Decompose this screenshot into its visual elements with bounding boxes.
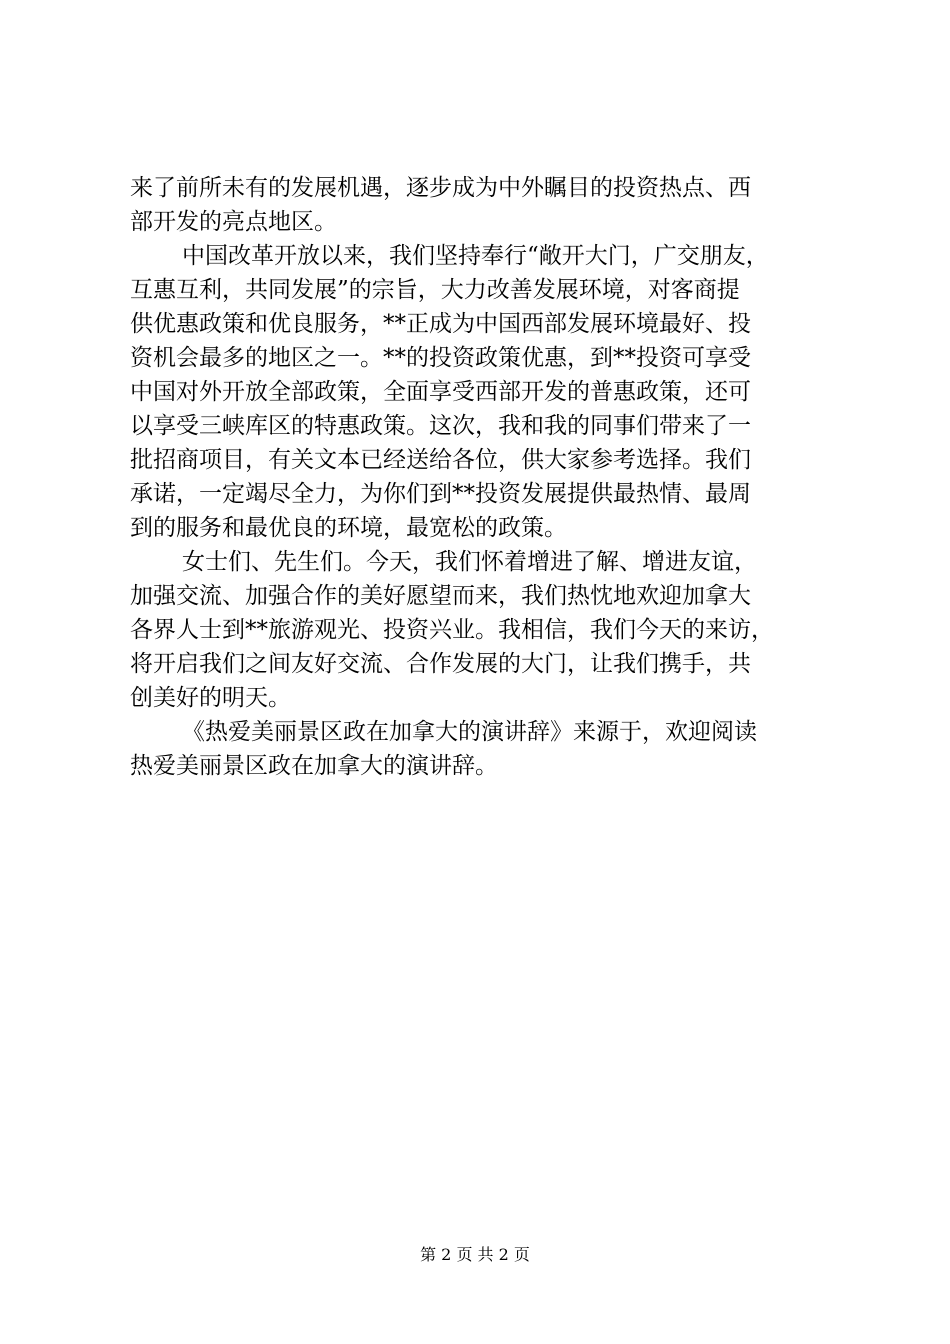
paragraph-start-line: 中国改革开放以来，我们坚持奉行“敞开大门，广交朋友， <box>182 243 769 269</box>
text-line: 将开启我们之间友好交流、合作发展的大门，让我们携手，共 <box>130 651 751 677</box>
text-line: 互惠互利，共同发展”的宗旨，大力改善发展环境，对客商提 <box>130 277 740 303</box>
text-line: 部开发的亮点地区。 <box>130 209 337 235</box>
text-line: 各界人士到**旅游观光、投资兴业。我相信，我们今天的来访， <box>130 617 774 643</box>
text-line: 以享受三峡库区的特惠政策。这次，我和我的同事们带来了一 <box>130 413 751 439</box>
page-number-footer: 第 2 页 共 2 页 <box>420 1245 530 1264</box>
text-line: 承诺，一定竭尽全力，为你们到**投资发展提供最热情、最周 <box>130 481 751 507</box>
text-line: 批招商项目，有关文本已经送给各位，供大家参考选择。我们 <box>130 447 751 473</box>
paragraph-start-line: 《热爱美丽景区政在加拿大的演讲辞》来源于，欢迎阅读 <box>182 719 757 745</box>
text-line: 加强交流、加强合作的美好愿望而来，我们热忱地欢迎加拿大 <box>130 583 751 609</box>
text-line: 创美好的明天。 <box>130 685 291 711</box>
text-line: 中国对外开放全部政策，全面享受西部开发的普惠政策，还可 <box>130 379 751 405</box>
text-line: 热爱美丽景区政在加拿大的演讲辞。 <box>130 753 498 779</box>
text-line: 来了前所未有的发展机遇，逐步成为中外瞩目的投资热点、西 <box>130 175 751 201</box>
paragraph-start-line: 女士们、先生们。今天，我们怀着增进了解、增进友谊， <box>182 549 757 575</box>
text-line: 供优惠政策和优良服务，**正成为中国西部发展环境最好、投 <box>130 311 751 337</box>
text-line: 资机会最多的地区之一。**的投资政策优惠，到**投资可享受 <box>130 345 751 371</box>
text-line: 到的服务和最优良的环境，最宽松的政策。 <box>130 515 567 541</box>
